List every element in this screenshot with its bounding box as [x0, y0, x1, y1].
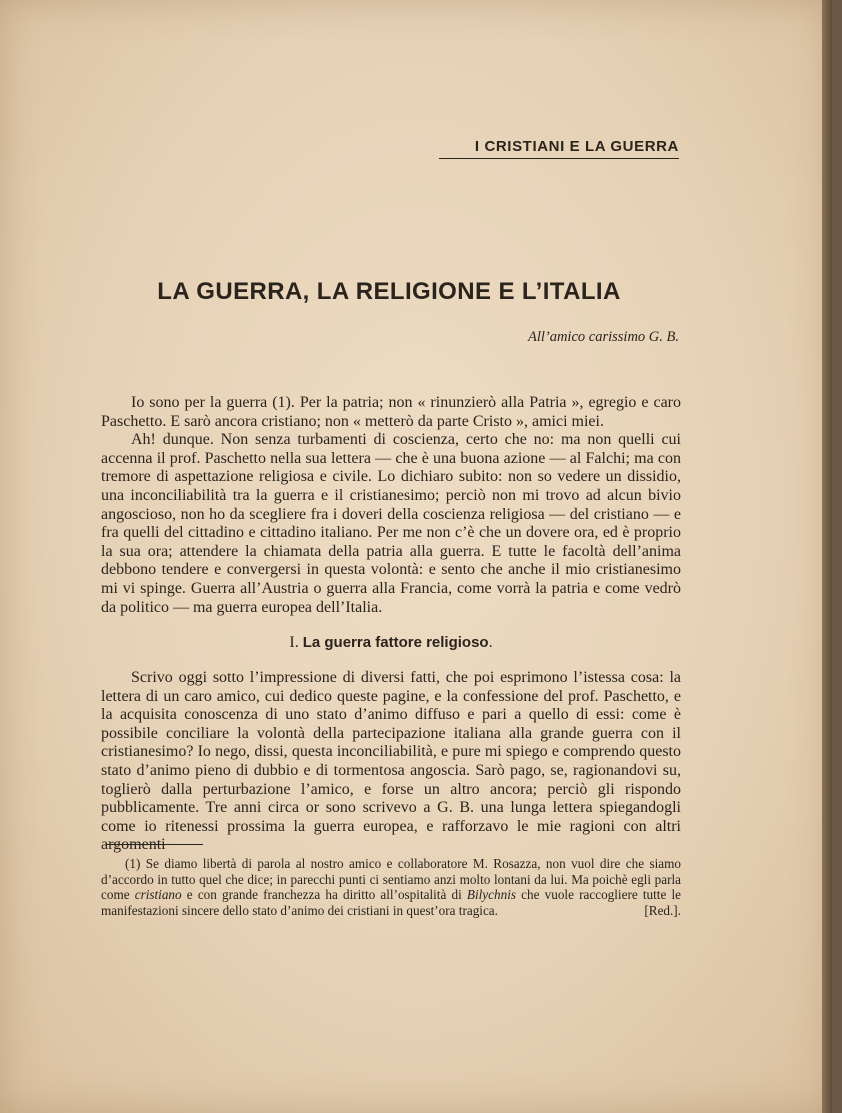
section-title: La guerra fattore religioso: [302, 634, 489, 651]
footnote-italic: Bilychnis: [466, 887, 516, 903]
paragraph: Io sono per la guerra (1). Per la patria; non « rinunzierò alla Patria », egregio e caro Paschetto. E sarò ancora cristiano; non « metterò da parte Cristo », amici miei.: [101, 394, 681, 430]
section-punct: .: [488, 634, 493, 651]
dedication: All’amico carissimo G. B.: [527, 329, 679, 345]
paragraph: Scrivo oggi sotto l’impressione di diversi fatti, che poi esprimono l’istessa cosa: la lettera di un caro amico, cui dedico queste pagine, e la confessione del prof. Paschetto, e la acquisita conoscenza di uno stato d’animo diffuso e pari a quello di essi: come è possibile conciliare la volontà della partecipazione italiana alla grande guerra con il cristianesimo? Io nego, dissi, questa inconciliabilità, e pure mi spiego e comprendo questo stato d’animo pieno di dubbio e di tormentosa angoscia. Sarò pago, se, ragionandovi su, toglierò dalla perturbazione l’amico, e forse un altro ancora; perciò gli rispondo pubblicamente. Tre anni circa or sono scrivevo a G. B. una lunga lettera spiegandogli come io ritenessi prossima la guerra europea, e rafforzavo le mie ragioni con altri argomenti: [101, 669, 681, 854]
editorial-signature: [Red.].: [644, 902, 681, 918]
running-head: I CRISTIANI E LA GUERRA: [439, 138, 679, 159]
footnote-text: (1) Se diamo libertà di parola al nostro amico e collaboratore M. Rosazza, non vuol dire che siamo d’accordo in tutto quel che dice; in parecchi punti ci sentiamo anzi molto lontani da lui. Ma poichè egli parla come: [101, 856, 681, 903]
footnote-text: e con grande franchezza ha diritto all’ospitalità di: [181, 887, 467, 903]
page-edge: [822, 0, 832, 1113]
article-title: LA GUERRA, LA RELIGIONE E L’ITALIA: [157, 278, 621, 305]
footnote-italic: cristiano: [134, 887, 182, 903]
section-text: [101, 669, 681, 855]
footnote-rule: [107, 844, 203, 845]
paragraph: Ah! dunque. Non senza turbamenti di coscienza, certo che no: ma non quelli cui accenna il prof. Paschetto nella sua lettera — che è una buona azione — al Falchi; ma con tremore di aspettazione religiosa e civile. Lo dichiaro subito: non so vedere un dissidio, una inconciliabilità tra la guerra e il cristianesimo; perciò non mi trovo ad alcun bivio angoscioso, non ho da scegliere fra i doveri della coscienza religiosa — del cristiano — e fra quelli del cittadino e cittadino italiano. Per me non c’è che un dovere ora, ed è proprio la sua ora; attendere la chiamata della patria alla guerra. E tutte le facoltà dell’anima debbono tendere e convergersi in questa volontà: e sento che anche il mio cristianesimo mi vi spinge. Guerra all’Austria o guerra alla Francia, come vorrà la patria e come vedrò da politico — ma guerra europea dell’Italia.: [101, 431, 681, 616]
footnote: [101, 856, 681, 918]
footnote-text: che vuole raccogliere tutte le manifestazioni sincere dello stato d’animo dei cristiani in quest’ora tragica.: [101, 887, 681, 918]
section-heading: [101, 634, 681, 652]
section-number: I.: [289, 634, 299, 651]
intro-text: [101, 394, 681, 617]
